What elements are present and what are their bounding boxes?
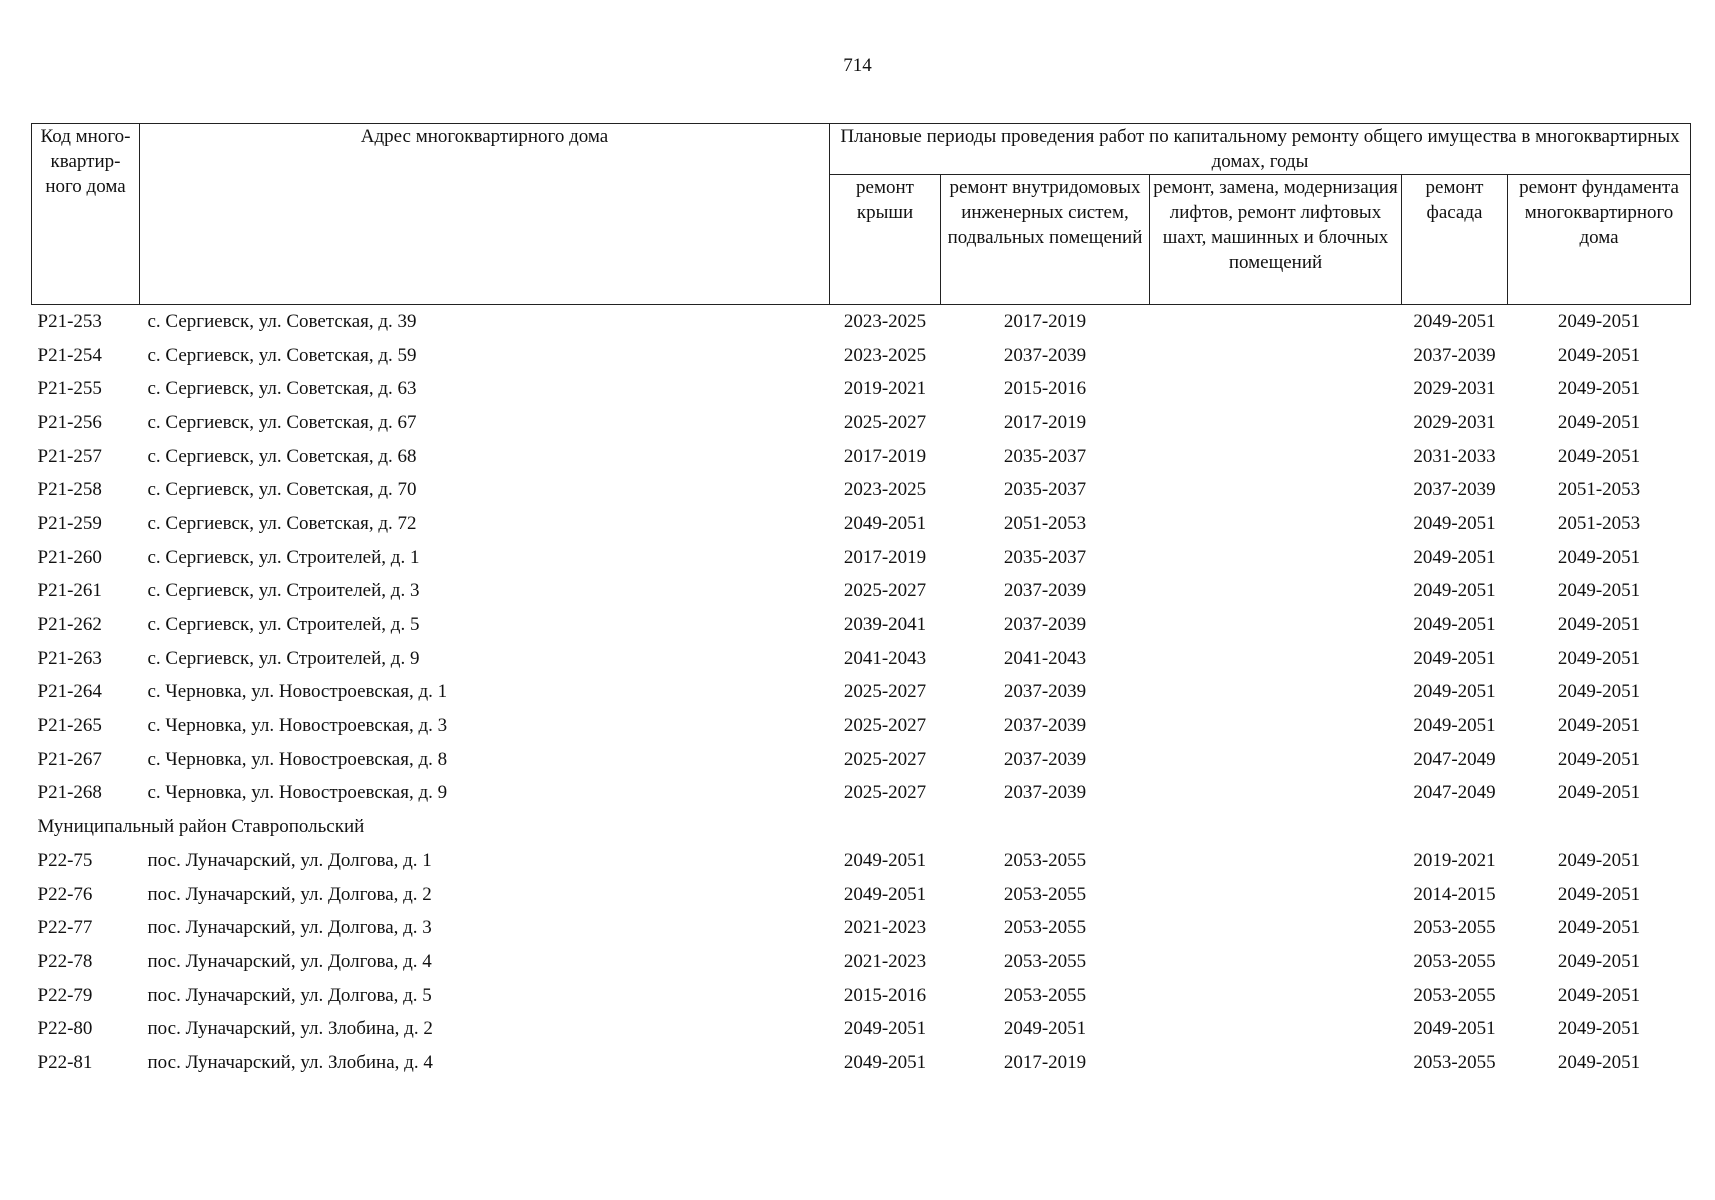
cell-systems: 2037-2039 bbox=[1003, 715, 1087, 737]
cell-systems: 2053-2055 bbox=[1003, 984, 1087, 1006]
cell-facade: 2049-2051 bbox=[1413, 681, 1496, 703]
cell-systems: 2035-2037 bbox=[1003, 546, 1087, 568]
table-row bbox=[32, 777, 1691, 811]
cell-roof: 2017-2019 bbox=[843, 445, 927, 467]
cell-code: Р21-262 bbox=[37, 614, 102, 636]
cell-code: Р22-78 bbox=[37, 950, 93, 972]
cell-address: с. Черновка, ул. Новостроевская, д. 3 bbox=[147, 715, 448, 737]
cell-systems: 2037-2039 bbox=[1003, 344, 1087, 366]
cell-systems: 2053-2055 bbox=[1003, 849, 1087, 871]
cell-roof: 2041-2043 bbox=[843, 647, 927, 669]
cell-address: с. Сергиевск, ул. Советская, д. 63 bbox=[147, 378, 417, 400]
cell-roof: 2025-2027 bbox=[843, 411, 927, 433]
capital-repair-table bbox=[31, 123, 1691, 1080]
cell-code: Р21-265 bbox=[37, 715, 102, 737]
cell-facade: 2049-2051 bbox=[1413, 310, 1496, 332]
cell-address: с. Сергиевск, ул. Строителей, д. 1 bbox=[147, 546, 420, 568]
cell-lifts bbox=[1150, 777, 1402, 811]
cell-lifts bbox=[1150, 608, 1402, 642]
cell-roof: 2021-2023 bbox=[843, 917, 927, 939]
header-lifts: ремонт, замена, модернизация лифтов, ремонт лифтовых шахт, машинных и блочных помещений bbox=[1150, 175, 1402, 305]
cell-code: Р22-79 bbox=[37, 984, 93, 1006]
cell-facade: 2029-2031 bbox=[1413, 411, 1496, 433]
cell-address: с. Сергиевск, ул. Советская, д. 70 bbox=[147, 479, 417, 501]
cell-roof: 2025-2027 bbox=[843, 782, 927, 804]
cell-foundation: 2051-2053 bbox=[1557, 479, 1641, 501]
table-row bbox=[32, 844, 1691, 878]
cell-roof: 2049-2051 bbox=[843, 883, 927, 905]
cell-roof: 2015-2016 bbox=[843, 984, 927, 1006]
cell-address: с. Черновка, ул. Новостроевская, д. 8 bbox=[147, 748, 448, 770]
cell-foundation: 2049-2051 bbox=[1557, 310, 1641, 332]
table-row bbox=[32, 945, 1691, 979]
cell-systems: 2051-2053 bbox=[1003, 512, 1087, 534]
table-body-b bbox=[32, 844, 1691, 1080]
section-title: Муниципальный район Ставропольский bbox=[37, 816, 365, 838]
cell-roof: 2023-2025 bbox=[843, 344, 927, 366]
cell-foundation: 2049-2051 bbox=[1557, 984, 1641, 1006]
cell-foundation: 2049-2051 bbox=[1557, 1051, 1641, 1073]
cell-lifts bbox=[1150, 339, 1402, 373]
cell-facade: 2049-2051 bbox=[1413, 512, 1496, 534]
cell-lifts bbox=[1150, 440, 1402, 474]
cell-address: с. Сергиевск, ул. Советская, д. 59 bbox=[147, 344, 417, 366]
cell-lifts bbox=[1150, 709, 1402, 743]
cell-address: с. Черновка, ул. Новостроевская, д. 1 bbox=[147, 681, 448, 703]
cell-lifts bbox=[1150, 642, 1402, 676]
cell-code: Р21-259 bbox=[37, 512, 102, 534]
cell-roof: 2049-2051 bbox=[843, 1051, 927, 1073]
cell-code: Р22-81 bbox=[37, 1051, 93, 1073]
cell-address: пос. Луначарский, ул. Злобина, д. 2 bbox=[147, 1018, 433, 1040]
header-address: Адрес многоквартирного дома bbox=[140, 124, 830, 305]
cell-address: с. Сергиевск, ул. Советская, д. 68 bbox=[147, 445, 417, 467]
cell-foundation: 2049-2051 bbox=[1557, 681, 1641, 703]
cell-address: с. Сергиевск, ул. Советская, д. 72 bbox=[147, 512, 417, 534]
cell-roof: 2049-2051 bbox=[843, 849, 927, 871]
cell-foundation: 2051-2053 bbox=[1557, 512, 1641, 534]
cell-code: Р21-264 bbox=[37, 681, 102, 703]
cell-lifts bbox=[1150, 541, 1402, 575]
cell-foundation: 2049-2051 bbox=[1557, 917, 1641, 939]
cell-address: с. Сергиевск, ул. Строителей, д. 5 bbox=[147, 614, 420, 636]
cell-code: Р21-254 bbox=[37, 344, 102, 366]
cell-foundation: 2049-2051 bbox=[1557, 647, 1641, 669]
cell-facade: 2049-2051 bbox=[1413, 614, 1496, 636]
cell-systems: 2053-2055 bbox=[1003, 950, 1087, 972]
table-header bbox=[32, 124, 1691, 305]
cell-address: пос. Луначарский, ул. Долгова, д. 5 bbox=[147, 984, 432, 1006]
cell-code: Р21-253 bbox=[37, 310, 102, 332]
table-row bbox=[32, 642, 1691, 676]
table-row bbox=[32, 608, 1691, 642]
cell-foundation: 2049-2051 bbox=[1557, 411, 1641, 433]
page-number: 714 bbox=[843, 55, 872, 76]
cell-foundation: 2049-2051 bbox=[1557, 748, 1641, 770]
cell-facade: 2047-2049 bbox=[1413, 782, 1496, 804]
cell-facade: 2037-2039 bbox=[1413, 479, 1496, 501]
cell-facade: 2014-2015 bbox=[1413, 883, 1496, 905]
cell-foundation: 2049-2051 bbox=[1557, 580, 1641, 602]
cell-roof: 2039-2041 bbox=[843, 614, 927, 636]
cell-foundation: 2049-2051 bbox=[1557, 344, 1641, 366]
cell-lifts bbox=[1150, 743, 1402, 777]
cell-foundation: 2049-2051 bbox=[1557, 950, 1641, 972]
cell-lifts bbox=[1150, 1046, 1402, 1080]
cell-systems: 2049-2051 bbox=[1003, 1018, 1087, 1040]
cell-roof: 2049-2051 bbox=[843, 1018, 927, 1040]
cell-foundation: 2049-2051 bbox=[1557, 849, 1641, 871]
header-systems: ремонт внутридомовых инженерных систем, подвальных помещений bbox=[941, 175, 1150, 305]
cell-facade: 2053-2055 bbox=[1413, 950, 1496, 972]
cell-roof: 2023-2025 bbox=[843, 310, 927, 332]
cell-facade: 2029-2031 bbox=[1413, 378, 1496, 400]
cell-lifts bbox=[1150, 979, 1402, 1013]
table-row bbox=[32, 743, 1691, 777]
cell-code: Р21-263 bbox=[37, 647, 102, 669]
cell-facade: 2037-2039 bbox=[1413, 344, 1496, 366]
cell-lifts bbox=[1150, 406, 1402, 440]
cell-address: с. Сергиевск, ул. Советская, д. 39 bbox=[147, 310, 417, 332]
cell-foundation: 2049-2051 bbox=[1557, 782, 1641, 804]
cell-code: Р21-267 bbox=[37, 748, 102, 770]
cell-systems: 2037-2039 bbox=[1003, 748, 1087, 770]
cell-systems: 2037-2039 bbox=[1003, 614, 1087, 636]
header-roof: ремонт крыши bbox=[830, 175, 941, 305]
section-row bbox=[32, 810, 1691, 844]
table-row bbox=[32, 1012, 1691, 1046]
cell-lifts bbox=[1150, 1012, 1402, 1046]
cell-roof: 2025-2027 bbox=[843, 681, 927, 703]
header-facade: ремонт фасада bbox=[1402, 175, 1508, 305]
cell-facade: 2049-2051 bbox=[1413, 546, 1496, 568]
header-foundation: ремонт фундамента многоквартирного дома bbox=[1508, 175, 1691, 305]
cell-lifts bbox=[1150, 305, 1402, 339]
cell-systems: 2017-2019 bbox=[1003, 310, 1087, 332]
cell-address: пос. Луначарский, ул. Долгова, д. 1 bbox=[147, 849, 432, 871]
cell-roof: 2025-2027 bbox=[843, 748, 927, 770]
cell-systems: 2035-2037 bbox=[1003, 445, 1087, 467]
cell-code: Р22-77 bbox=[37, 917, 93, 939]
cell-facade: 2049-2051 bbox=[1413, 647, 1496, 669]
cell-roof: 2019-2021 bbox=[843, 378, 927, 400]
cell-code: Р21-257 bbox=[37, 445, 102, 467]
cell-code: Р22-80 bbox=[37, 1018, 93, 1040]
table-row bbox=[32, 676, 1691, 710]
cell-roof: 2049-2051 bbox=[843, 512, 927, 534]
cell-address: с. Сергиевск, ул. Строителей, д. 9 bbox=[147, 647, 420, 669]
table-row bbox=[32, 440, 1691, 474]
table-row bbox=[32, 406, 1691, 440]
cell-code: Р22-76 bbox=[37, 883, 93, 905]
cell-code: Р21-261 bbox=[37, 580, 102, 602]
table-row bbox=[32, 305, 1691, 339]
cell-facade: 2049-2051 bbox=[1413, 1018, 1496, 1040]
table-row bbox=[32, 911, 1691, 945]
cell-address: с. Сергиевск, ул. Строителей, д. 3 bbox=[147, 580, 420, 602]
table-body-a bbox=[32, 305, 1691, 811]
cell-foundation: 2049-2051 bbox=[1557, 546, 1641, 568]
cell-roof: 2025-2027 bbox=[843, 580, 927, 602]
section-row-group bbox=[32, 810, 1691, 844]
cell-lifts bbox=[1150, 911, 1402, 945]
cell-address: пос. Луначарский, ул. Долгова, д. 4 bbox=[147, 950, 432, 972]
cell-foundation: 2049-2051 bbox=[1557, 378, 1641, 400]
cell-facade: 2053-2055 bbox=[1413, 984, 1496, 1006]
cell-lifts bbox=[1150, 676, 1402, 710]
cell-foundation: 2049-2051 bbox=[1557, 445, 1641, 467]
cell-systems: 2037-2039 bbox=[1003, 681, 1087, 703]
table-row bbox=[32, 473, 1691, 507]
cell-code: Р21-260 bbox=[37, 546, 102, 568]
cell-roof: 2025-2027 bbox=[843, 715, 927, 737]
table-row bbox=[32, 541, 1691, 575]
cell-lifts bbox=[1150, 878, 1402, 912]
cell-systems: 2015-2016 bbox=[1003, 378, 1087, 400]
table-row bbox=[32, 575, 1691, 609]
cell-code: Р21-256 bbox=[37, 411, 102, 433]
cell-roof: 2017-2019 bbox=[843, 546, 927, 568]
cell-code: Р21-268 bbox=[37, 782, 102, 804]
cell-systems: 2053-2055 bbox=[1003, 917, 1087, 939]
table-row bbox=[32, 878, 1691, 912]
cell-facade: 2049-2051 bbox=[1413, 580, 1496, 602]
cell-systems: 2041-2043 bbox=[1003, 647, 1087, 669]
cell-facade: 2019-2021 bbox=[1413, 849, 1496, 871]
table-row bbox=[32, 979, 1691, 1013]
cell-lifts bbox=[1150, 844, 1402, 878]
cell-address: пос. Луначарский, ул. Долгова, д. 2 bbox=[147, 883, 432, 905]
cell-address: с. Сергиевск, ул. Советская, д. 67 bbox=[147, 411, 417, 433]
cell-facade: 2031-2033 bbox=[1413, 445, 1496, 467]
cell-foundation: 2049-2051 bbox=[1557, 1018, 1641, 1040]
table-row bbox=[32, 372, 1691, 406]
cell-foundation: 2049-2051 bbox=[1557, 883, 1641, 905]
table-row bbox=[32, 507, 1691, 541]
cell-code: Р21-258 bbox=[37, 479, 102, 501]
table-row bbox=[32, 1046, 1691, 1080]
cell-address: пос. Луначарский, ул. Злобина, д. 4 bbox=[147, 1051, 433, 1073]
table-row bbox=[32, 339, 1691, 373]
cell-foundation: 2049-2051 bbox=[1557, 715, 1641, 737]
cell-foundation: 2049-2051 bbox=[1557, 614, 1641, 636]
cell-lifts bbox=[1150, 507, 1402, 541]
cell-address: пос. Луначарский, ул. Долгова, д. 3 bbox=[147, 917, 432, 939]
cell-address: с. Черновка, ул. Новостроевская, д. 9 bbox=[147, 782, 448, 804]
cell-lifts bbox=[1150, 945, 1402, 979]
header-code: Код много-квартир-ного дома bbox=[32, 124, 140, 305]
cell-facade: 2047-2049 bbox=[1413, 748, 1496, 770]
cell-systems: 2017-2019 bbox=[1003, 1051, 1087, 1073]
cell-facade: 2049-2051 bbox=[1413, 715, 1496, 737]
cell-systems: 2053-2055 bbox=[1003, 883, 1087, 905]
cell-systems: 2017-2019 bbox=[1003, 411, 1087, 433]
table-row bbox=[32, 709, 1691, 743]
cell-facade: 2053-2055 bbox=[1413, 917, 1496, 939]
cell-roof: 2021-2023 bbox=[843, 950, 927, 972]
cell-lifts bbox=[1150, 575, 1402, 609]
cell-code: Р22-75 bbox=[37, 849, 93, 871]
header-periods-group: Плановые периоды проведения работ по капитальному ремонту общего имущества в многоквартирных домах, годы bbox=[830, 124, 1691, 175]
cell-code: Р21-255 bbox=[37, 378, 102, 400]
cell-lifts bbox=[1150, 473, 1402, 507]
cell-systems: 2037-2039 bbox=[1003, 782, 1087, 804]
cell-systems: 2035-2037 bbox=[1003, 479, 1087, 501]
cell-lifts bbox=[1150, 372, 1402, 406]
cell-systems: 2037-2039 bbox=[1003, 580, 1087, 602]
cell-facade: 2053-2055 bbox=[1413, 1051, 1496, 1073]
cell-roof: 2023-2025 bbox=[843, 479, 927, 501]
